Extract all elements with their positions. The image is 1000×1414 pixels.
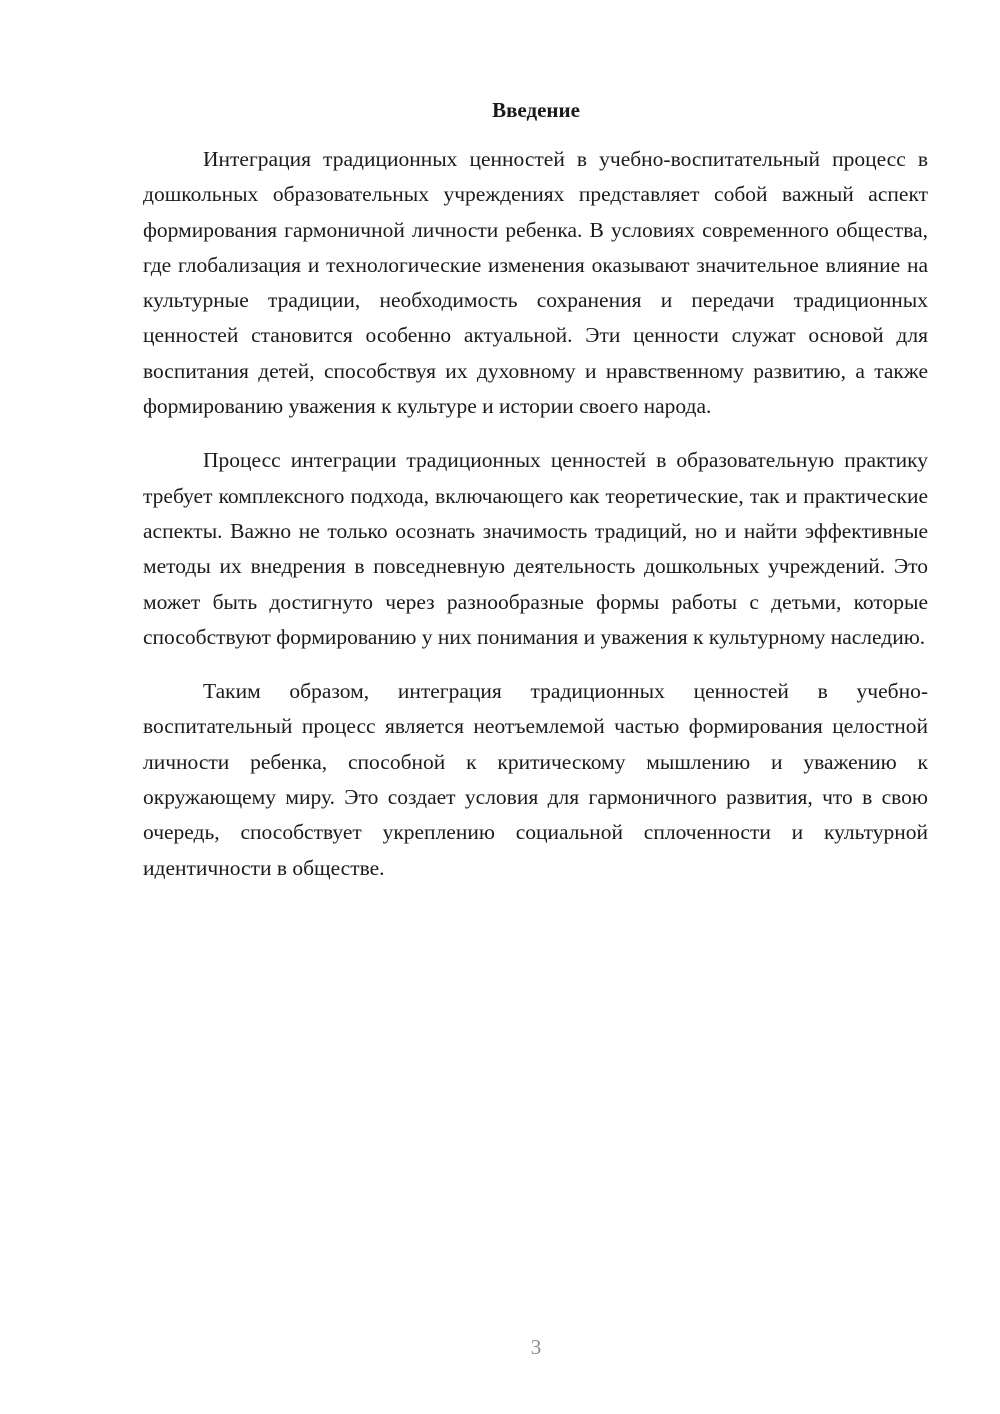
- page-number: 3: [530, 1335, 542, 1359]
- paragraph-1: Интеграция традиционных ценностей в учебно-воспитательный процесс в дошкольных образовательных учреждениях представляет собой важный аспект формирования гармоничной личности ребенка. В условиях современного общества, где глобализация и технологические изменения оказывают значительное влияние на культурные традиции, необходимость сохранения и передачи традиционных ценностей становится особенно актуальной. Эти ценности служат основой для воспитания детей, способствуя их духовному и нравственному развитию, а также формированию уважения к культуре и истории своего народа.: [143, 147, 928, 419]
- paragraph-3: Таким образом, интеграция традиционных ценностей в учебно-воспитательный процесс является неотъемлемой частью формирования целостной личности ребенка, способной к критическому мышлению и уважению к окружающему миру. Это создает условия для гармоничного развития, что в свою очередь, способствует укреплению социальной сплоченности и культурной идентичности в обществе.: [143, 679, 928, 880]
- section-heading: Введение: [492, 98, 580, 122]
- body-text: [143, 142, 928, 905]
- paragraph-2: Процесс интеграции традиционных ценностей в образовательную практику требует комплексного подхода, включающего как теоретические, так и практические аспекты. Важно не только осознать значимость традиций, но и найти эффективные методы их внедрения в повседневную деятельность дошкольных учреждений. Это может быть достигнуто через разнообразные формы работы с детьми, которые способствуют формированию у них понимания и уважения к культурному наследию.: [143, 448, 928, 649]
